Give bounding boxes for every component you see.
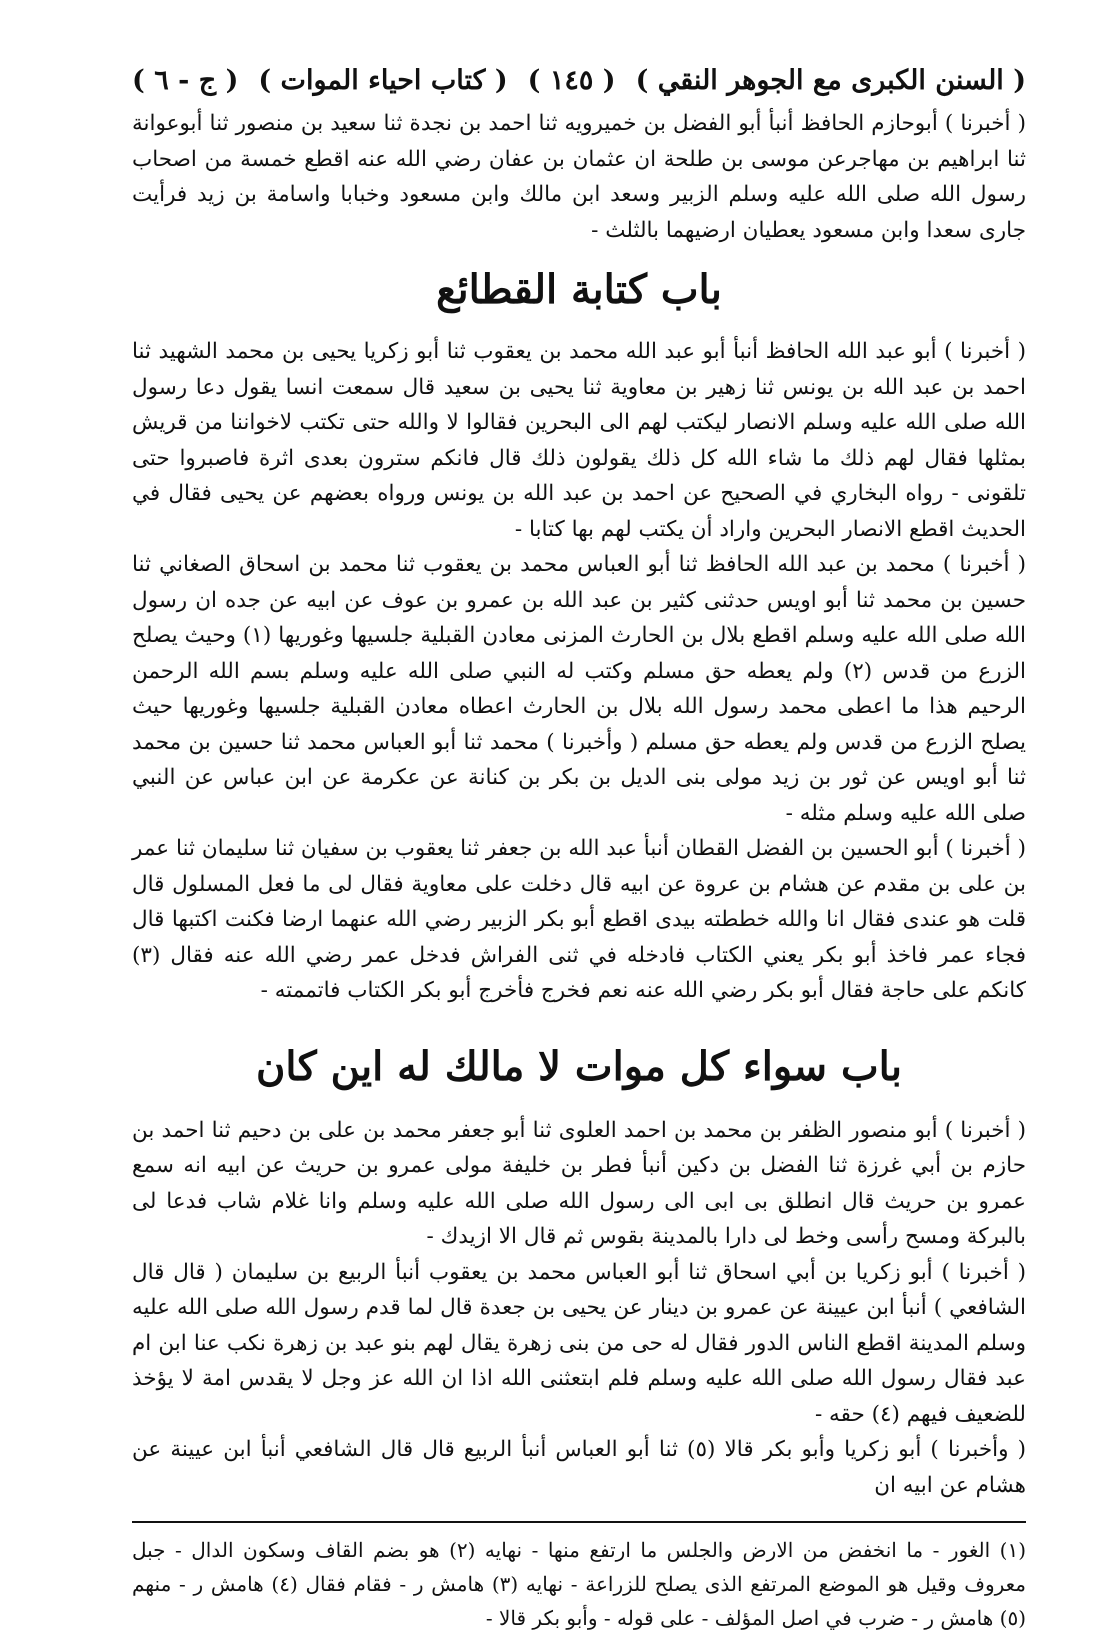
opening-paragraph: ( أخبرنا ) أبوحازم الحافظ أنبأ أبو الفضل بن خميرويه ثنا احمد بن نجدة ثنا سعيد بن منصور ثنا أبوعوانة ثنا ابراهيم بن مهاجرعن موسى بن طلحة ان عثمان بن عفان رضي الله عنه اقطع خمسة من اصحاب رسول الله صلى الله عليه وسلم الزبير وسعد ابن مالك وابن مسعود وخبابا واسامة بن زيد فرأيت جارى سعدا وابن مسعود يعطيان ارضيهما بالثلث - (132, 111, 1026, 243)
section-heading-1: باب كتابة القطائع (436, 266, 722, 313)
footnote-divider (132, 1521, 1026, 1523)
footnote-text: (١) الغور - ما انخفض من الارض والجلس ما ارتفع منها - نهايه (٢) هو بضم القاف وسكون الدال - جبل معروف وقيل هو الموضع المرتفع الذى يصلح للزراعة - نهايه (٣) هامش ر - فقام فقال (٤) هامش ر - منهم (٥) هامش ر - ضرب في اصل المؤلف - على قوله - وأبو بكر قالا - (132, 1538, 1026, 1630)
hadith-paragraph: ( أخبرنا ) أبو منصور الظفر بن محمد بن احمد العلوى ثنا أبو جعفر محمد بن على بن دحيم ثنا احمد بن حازم بن أبي غرزة ثنا الفضل بن دكين أنبأ فطر بن خليفة مولى عمرو بن حريث عن ابيه انه سمع عمرو بن حريث قال انطلق بى ابى الى رسول الله صلى الله عليه وسلم وانا غلام شاب فدعا لى بالبركة ومسح رأسى وخط لى دارا بالمدينة بقوس ثم قال الا ازيدك - (132, 1117, 1026, 1249)
hadith-paragraph: ( أخبرنا ) أبو الحسين بن الفضل القطان أنبأ عبد الله بن جعفر ثنا يعقوب بن سفيان ثنا سليمان ثنا عمر بن على بن مقدم عن هشام بن عروة عن ابيه قال دخلت على معاوية فقال لى ما فعل المسلول قال قلت هو عندى فقال انا والله خططته بيدى اقطع أبو بكر الزبير رضي الله عنهما ارضا فكنت اكتبها قال فجاء عمر فاخذ أبو بكر يعني الكتاب فادخله في ثنى الفراش فدخل عمر رضي الله عنه فقال (٣) كانكم على حاجة فقال أبو بكر رضي الله عنه نعم فخرج فأخرج أبو بكر الكتاب فاتممته - (132, 836, 1026, 1003)
section-heading-2: باب سواء كل موات لا مالك له اين كان (256, 1042, 902, 1090)
hadith-paragraph: ( أخبرنا ) أبو زكريا بن أبي اسحاق ثنا أبو العباس محمد بن يعقوب أنبأ الربيع بن سليمان ( قال قال الشافعي ) أنبأ ابن عيينة عن عمرو بن دينار عن يحيى بن جعدة قال لما قدم رسول الله صلى الله عليه وسلم المدينة اقطع الناس الدور فقال له حى من بنى زهرة يقال لهم بنو عبد بن زهرة نكب عنا ابن ام عبد فقال رسول الله صلى الله عليه وسلم فلم ابتعثنى الله اذا ان الله عز وجل لا يقدس امة لا يؤخذ للضعيف فيهم (٤) حقه - (132, 1259, 1026, 1427)
page-number: ( ١٤٥ ) (527, 64, 616, 96)
volume-number: ( ج - ٦ ) (132, 64, 239, 96)
footnotes (132, 1533, 1026, 1635)
running-header (132, 62, 1026, 98)
hadith-paragraph: ( وأخبرنا ) أبو زكريا وأبو بكر قالا (٥) ثنا أبو العباس أنبأ الربيع قال قال الشافعي أنبأ ابن عيينة عن هشام عن ابيه ان (132, 1437, 1026, 1498)
chapter-title: ( كتاب احياء الموات ) (258, 64, 508, 96)
hadith-paragraph: ( أخبرنا ) محمد بن عبد الله الحافظ ثنا أبو العباس محمد بن يعقوب ثنا محمد بن اسحاق الصغاني ثنا حسين بن محمد ثنا أبو اويس حدثنى كثير بن عبد الله بن عمرو بن عوف عن ابيه عن جده ان رسول الله صلى الله عليه وسلم اقطع بلال بن الحارث المزنى معادن القبلية جلسيها وغوريها (١) وحيث يصلح الزرع من قدس (٢) ولم يعطه حق مسلم وكتب له النبي صلى الله عليه وسلم بسم الله الرحمن الرحيم هذا ما اعطى محمد رسول الله بلال بن الحارث اعطاه معادن القبلية جلسيها وغوريها حيث يصلح الزرع من قدس ولم يعطه حق مسلم ( وأخبرنا ) محمد ثنا أبو العباس محمد ثنا حسين بن محمد ثنا أبو اويس عن ثور بن زيد مولى بنى الديل بن بكر بن كنانة عن عكرمة عن ابن عباس عن النبي صلى الله عليه وسلم مثله - (132, 552, 1026, 826)
hadith-paragraph: ( أخبرنا ) أبو عبد الله الحافظ أنبأ أبو عبد الله محمد بن يعقوب ثنا أبو زكريا يحيى بن محمد الشهيد ثنا احمد بن عبد الله بن يونس ثنا زهير بن معاوية ثنا يحيى بن سعيد قال سمعت انسا يقول دعا رسول الله صلى الله عليه وسلم الانصار ليكتب لهم الى البحرين فقالوا لا والله حتى تكتب لاخواننا من قريش بمثلها فقال لهم ذلك ما شاء الله كل ذلك يقولون ذلك قال فانكم سترون بعدى اثرة فاصبروا حتى تلقونى - رواه البخاري في الصحيح عن احمد بن عبد الله بن يونس ورواه بعضهم عن يحيى فقال في الحديث اقطع الانصار البحرين واراد أن يكتب لهم بها كتابا - (132, 339, 1026, 542)
book-title: ( السنن الكبرى مع الجوهر النقي ) (635, 64, 1026, 96)
